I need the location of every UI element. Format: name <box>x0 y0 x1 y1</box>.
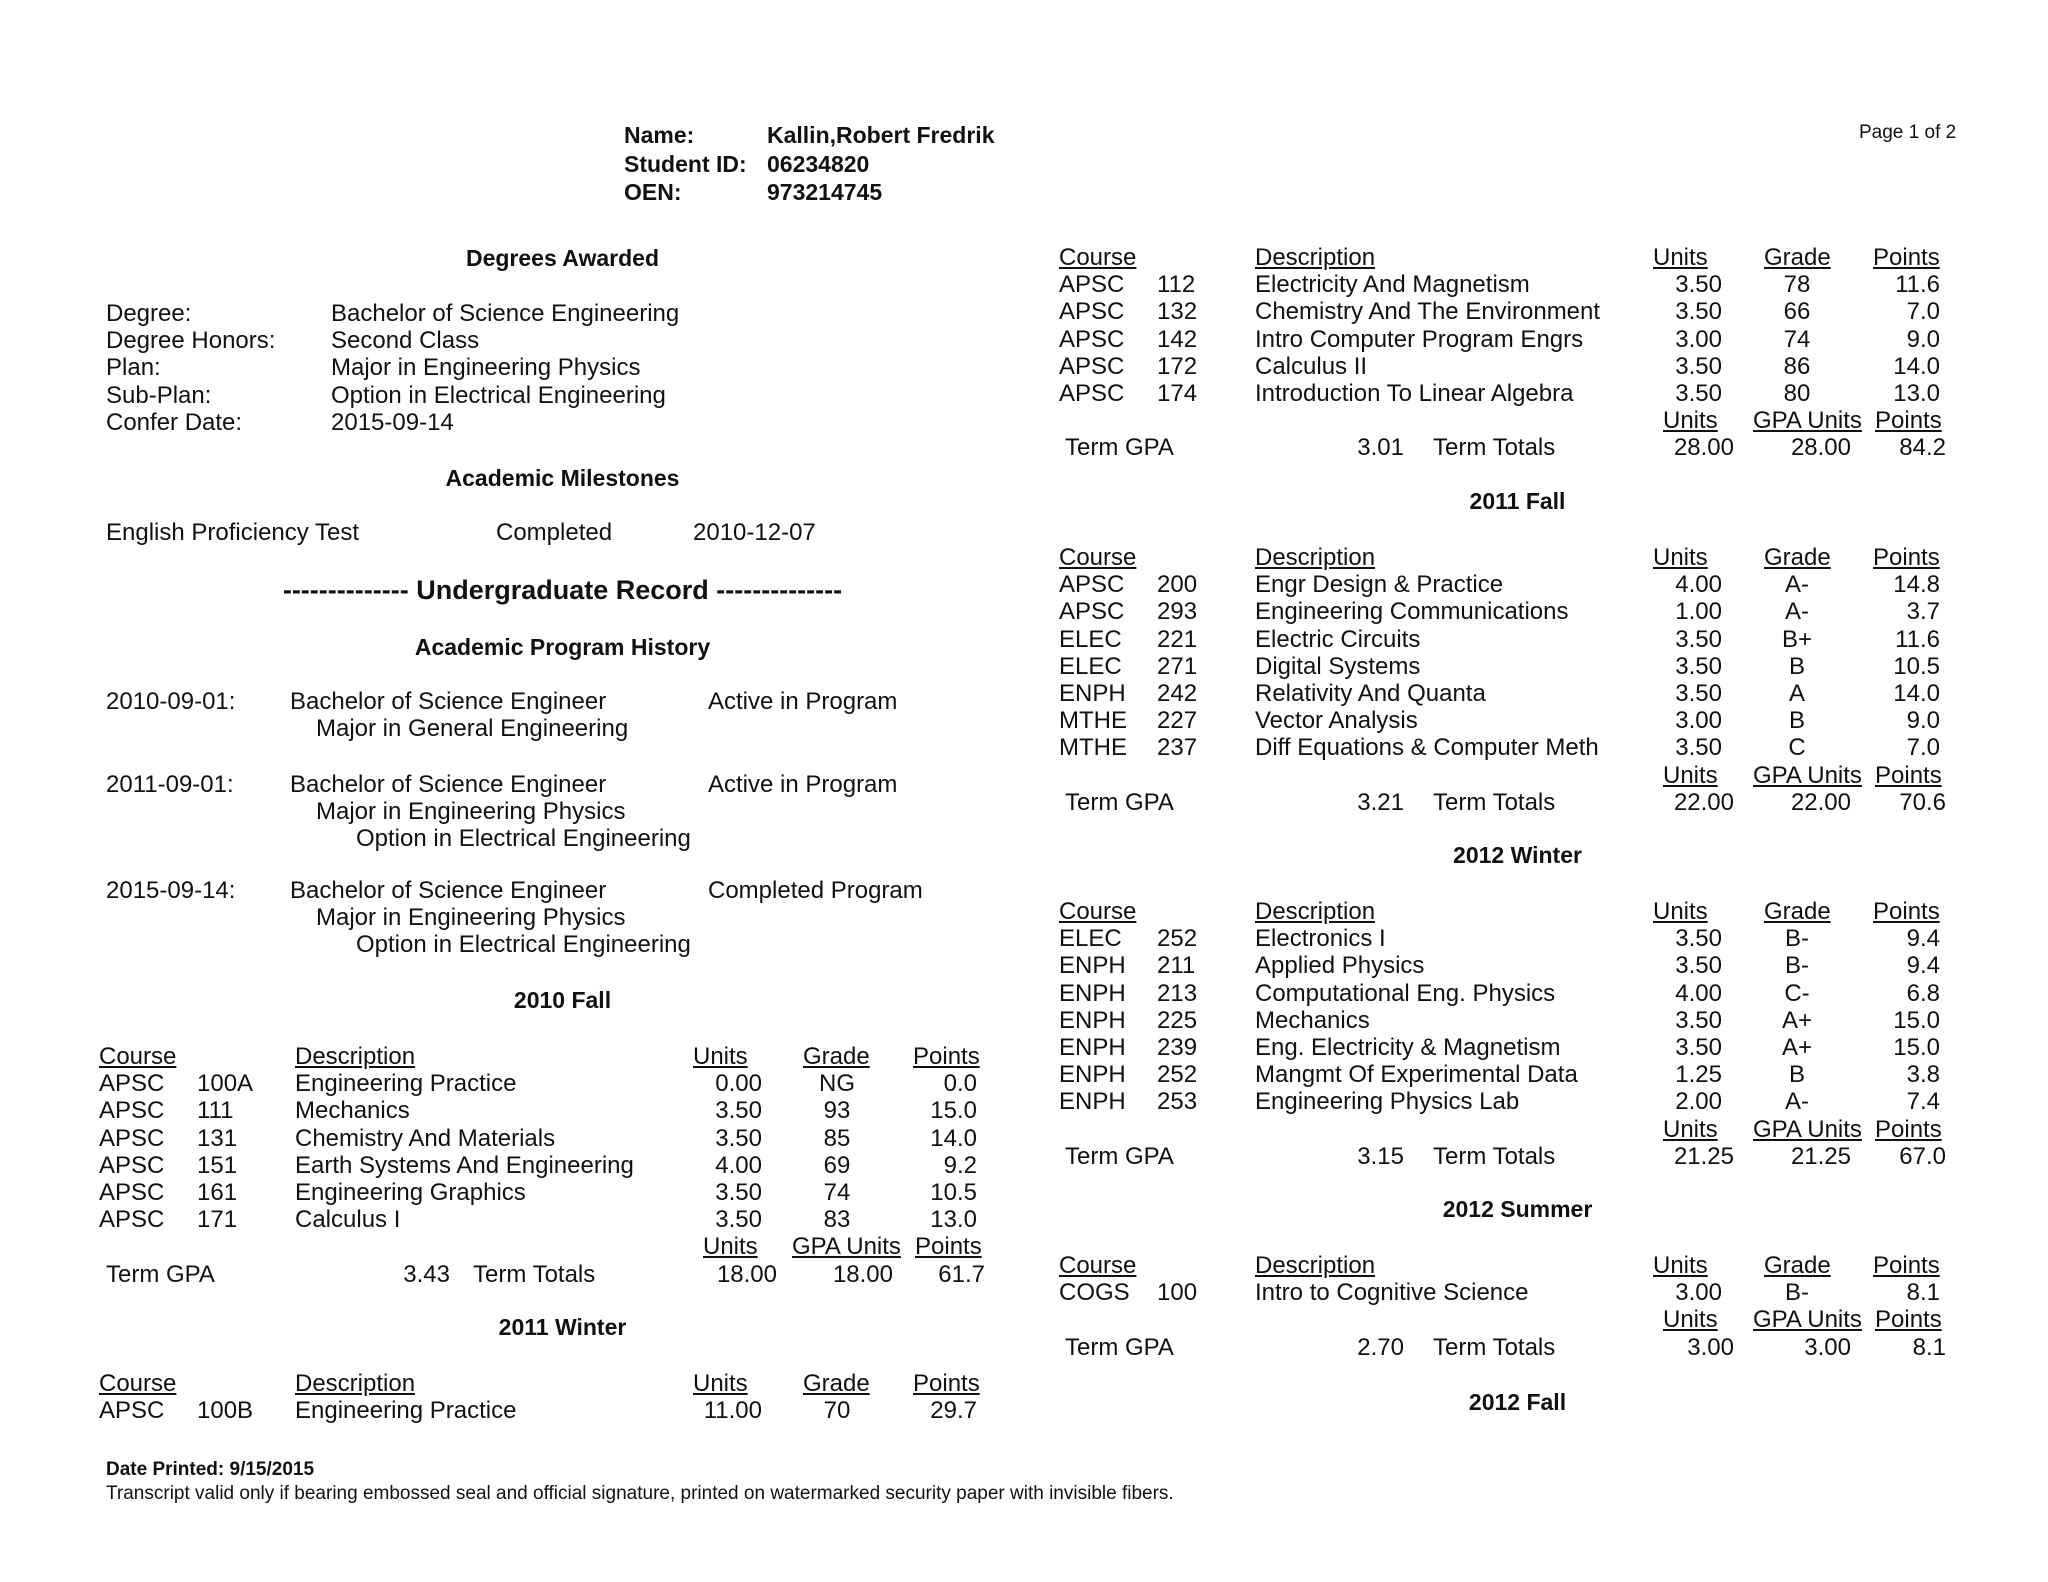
course-number: 252 <box>1157 925 1198 953</box>
course-points: 3.7 <box>1906 598 1940 626</box>
course-units: 4.00 <box>1675 571 1722 599</box>
course-units: 1.25 <box>1675 1061 1722 1089</box>
history-date: 2010-09-01: <box>106 688 236 715</box>
term-total-gpa-units: 22.00 <box>1790 788 1851 816</box>
course-description: Calculus II <box>1255 352 1368 380</box>
term-total-points: 8.1 <box>1912 1333 1946 1361</box>
term-gpa-label: Term GPA <box>1065 788 1174 816</box>
student-id-label: Student ID: <box>624 151 747 177</box>
totals-gpa-units-header: GPA Units <box>1753 761 1862 789</box>
term-gpa-label: Term GPA <box>1065 1142 1174 1170</box>
term-total-gpa-units: 3.00 <box>1804 1333 1851 1361</box>
totals-points-header: Points <box>1875 1306 1942 1334</box>
course-units: 3.50 <box>1675 1034 1722 1061</box>
course-grade: B <box>1788 652 1805 680</box>
course-grade: A- <box>1785 598 1809 626</box>
course-units: 3.50 <box>1675 925 1722 953</box>
course-subject: ENPH <box>1059 1088 1126 1116</box>
course-subject: APSC <box>99 1179 165 1206</box>
course-column-header: Course <box>99 1043 177 1070</box>
course-column-header: Course <box>1059 544 1137 571</box>
course-units: 3.50 <box>1675 271 1722 299</box>
course-points: 11.6 <box>1895 271 1940 299</box>
course-grade: 78 <box>1783 271 1811 299</box>
course-number: 271 <box>1157 652 1198 680</box>
course-units: 3.50 <box>1675 652 1722 680</box>
history-plan: Major in Engineering Physics <box>316 904 626 931</box>
term-gpa-value: 3.01 <box>1357 434 1404 462</box>
course-subject: APSC <box>1059 571 1125 599</box>
term-total-points: 61.7 <box>938 1260 985 1288</box>
course-subject: APSC <box>99 1097 165 1125</box>
course-subject: ELEC <box>1059 625 1122 653</box>
history-program: Bachelor of Science Engineer <box>290 877 607 904</box>
course-subject: COGS <box>1059 1279 1130 1307</box>
course-grade: B- <box>1785 1279 1809 1307</box>
validity-note: Transcript valid only if bearing embossed seal and official signature, printed on watermarked security paper with invisible fibers. <box>106 1483 1174 1504</box>
course-grade: 86 <box>1783 352 1811 380</box>
course-number: 227 <box>1157 707 1198 735</box>
course-units: 3.50 <box>715 1097 762 1125</box>
term-total-units: 18.00 <box>716 1260 777 1288</box>
course-number: 253 <box>1157 1088 1198 1116</box>
course-subject: ENPH <box>1059 1006 1126 1034</box>
term-total-points: 67.0 <box>1899 1142 1946 1170</box>
course-number: 200 <box>1157 571 1198 599</box>
degree-field-value: Bachelor of Science Engineering <box>331 300 680 327</box>
course-points: 10.5 <box>930 1179 977 1206</box>
course-subject: APSC <box>1059 271 1125 299</box>
course-grade: B- <box>1785 952 1809 980</box>
description-column-header: Description <box>295 1370 416 1397</box>
course-points: 14.8 <box>1893 571 1940 599</box>
course-number: 237 <box>1157 734 1198 762</box>
history-status: Active in Program <box>708 771 898 798</box>
term-totals-label: Term Totals <box>1433 788 1556 816</box>
term-total-units: 3.00 <box>1687 1333 1734 1361</box>
term-gpa-value: 3.21 <box>1357 788 1404 816</box>
term-totals-label: Term Totals <box>1433 434 1556 462</box>
course-points: 15.0 <box>1893 1034 1940 1061</box>
page-number: Page 1 of 2 <box>1859 122 1957 143</box>
course-units: 3.50 <box>1675 680 1722 707</box>
course-subject: APSC <box>99 1124 165 1152</box>
course-units: 3.50 <box>1675 352 1722 380</box>
course-subject: APSC <box>99 1070 165 1098</box>
term-total-gpa-units: 21.25 <box>1790 1142 1851 1170</box>
course-number: 111 <box>197 1097 234 1125</box>
course-grade: 93 <box>823 1097 851 1125</box>
course-number: 100 <box>1157 1279 1198 1307</box>
points-column-header: Points <box>1873 898 1940 925</box>
course-subject: ELEC <box>1059 652 1122 680</box>
milestone-status: Completed <box>496 519 613 546</box>
course-number: 100B <box>197 1397 254 1425</box>
course-description: Electric Circuits <box>1255 625 1421 653</box>
course-grade: A+ <box>1781 1006 1813 1034</box>
degree-field-label: Degree: <box>106 300 192 327</box>
term-total-gpa-units: 28.00 <box>1790 434 1851 462</box>
totals-units-header: Units <box>703 1233 758 1261</box>
grade-column-header: Grade <box>1764 1252 1831 1279</box>
degree-field-value: 2015-09-14 <box>331 408 454 436</box>
course-description: Calculus I <box>295 1206 401 1234</box>
course-subject: APSC <box>99 1206 165 1234</box>
course-units: 3.50 <box>715 1124 762 1152</box>
course-column-header: Course <box>1059 244 1137 271</box>
name-label: Name: <box>624 122 695 148</box>
course-description: Engineering Practice <box>295 1070 517 1098</box>
degree-field-value: Option in Electrical Engineering <box>331 381 666 409</box>
course-grade: B- <box>1785 925 1809 953</box>
course-points: 14.0 <box>1893 352 1940 380</box>
totals-units-header: Units <box>1663 1115 1718 1143</box>
course-number: 131 <box>197 1124 238 1152</box>
points-column-header: Points <box>1873 1252 1940 1279</box>
history-status: Completed Program <box>708 877 923 904</box>
academic-program-history-title: Academic Program History <box>414 634 711 660</box>
course-units: 0.00 <box>715 1070 762 1098</box>
course-points: 9.0 <box>1906 325 1940 353</box>
course-description: Electronics I <box>1255 925 1386 953</box>
course-units: 3.50 <box>1675 625 1722 653</box>
course-description: Intro Computer Program Engrs <box>1255 325 1584 353</box>
course-units: 3.00 <box>1675 325 1722 353</box>
course-subject: APSC <box>99 1397 165 1425</box>
course-subject: APSC <box>1059 352 1125 380</box>
course-grade: 74 <box>1783 325 1811 353</box>
course-number: 151 <box>197 1151 238 1179</box>
course-number: 100A <box>197 1070 254 1098</box>
description-column-header: Description <box>1255 544 1376 571</box>
degree-field-label: Degree Honors: <box>106 327 276 355</box>
course-points: 7.0 <box>1906 734 1940 762</box>
course-units: 3.50 <box>1675 380 1722 407</box>
course-points: 9.0 <box>1906 707 1940 735</box>
grade-column-header: Grade <box>1764 544 1831 571</box>
course-grade: 70 <box>823 1397 851 1425</box>
course-points: 8.1 <box>1906 1279 1940 1307</box>
term-gpa-value: 2.70 <box>1357 1333 1404 1361</box>
description-column-header: Description <box>1255 244 1376 271</box>
description-column-header: Description <box>1255 898 1376 925</box>
course-units: 4.00 <box>715 1151 762 1179</box>
course-number: 174 <box>1157 380 1198 407</box>
course-number: 211 <box>1157 952 1196 980</box>
course-number: 239 <box>1157 1034 1198 1061</box>
course-subject: MTHE <box>1059 734 1127 762</box>
course-column-header: Course <box>1059 898 1137 925</box>
course-number: 293 <box>1157 598 1198 626</box>
term-total-units: 28.00 <box>1673 434 1734 462</box>
course-description: Chemistry And Materials <box>295 1124 556 1152</box>
course-number: 252 <box>1157 1061 1198 1089</box>
totals-gpa-units-header: GPA Units <box>1753 1115 1862 1143</box>
term-totals-label: Term Totals <box>473 1260 596 1288</box>
history-plan: Major in Engineering Physics <box>316 798 626 825</box>
course-description: Diff Equations & Computer Meth <box>1255 734 1599 762</box>
course-subject: ENPH <box>1059 979 1126 1007</box>
course-subject: ENPH <box>1059 952 1126 980</box>
course-points: 11.6 <box>1895 625 1940 653</box>
points-column-header: Points <box>913 1043 980 1070</box>
course-units: 3.50 <box>1675 1006 1722 1034</box>
course-description: Relativity And Quanta <box>1255 680 1486 707</box>
course-description: Intro to Cognitive Science <box>1255 1279 1529 1307</box>
course-grade: 83 <box>823 1206 851 1234</box>
description-column-header: Description <box>1255 1252 1376 1279</box>
course-grade: C <box>1788 734 1806 762</box>
course-grade: C- <box>1784 979 1810 1007</box>
term-total-points: 84.2 <box>1899 434 1946 462</box>
totals-gpa-units-header: GPA Units <box>1753 1306 1862 1334</box>
course-description: Applied Physics <box>1255 952 1425 980</box>
points-column-header: Points <box>1873 244 1940 271</box>
course-grade: A <box>1788 680 1805 707</box>
term-title: 2010 Fall <box>513 987 612 1013</box>
course-units: 1.00 <box>1675 598 1722 626</box>
totals-points-header: Points <box>1875 1115 1942 1143</box>
history-plan: Major in General Engineering <box>316 715 629 742</box>
totals-units-header: Units <box>1663 761 1718 789</box>
grade-column-header: Grade <box>1764 898 1831 925</box>
term-title: 2012 Summer <box>1442 1196 1593 1222</box>
history-program: Bachelor of Science Engineer <box>290 771 607 798</box>
course-points: 29.7 <box>930 1397 977 1425</box>
milestone-name: English Proficiency Test <box>106 519 360 546</box>
course-description: Mangmt Of Experimental Data <box>1255 1061 1578 1089</box>
course-points: 15.0 <box>1893 1006 1940 1034</box>
course-number: 171 <box>197 1206 238 1234</box>
course-description: Chemistry And The Environment <box>1255 298 1601 326</box>
course-grade: A- <box>1785 1088 1809 1116</box>
units-column-header: Units <box>693 1043 748 1070</box>
grade-column-header: Grade <box>803 1043 870 1070</box>
course-grade: A- <box>1785 571 1809 599</box>
history-program: Bachelor of Science Engineer <box>290 688 607 715</box>
term-gpa-label: Term GPA <box>106 1260 215 1288</box>
totals-gpa-units-header: GPA Units <box>1753 407 1862 435</box>
units-column-header: Units <box>1653 544 1708 571</box>
course-column-header: Course <box>1059 1252 1137 1279</box>
course-subject: ENPH <box>1059 680 1126 707</box>
date-printed: Date Printed: 9/15/2015 <box>106 1459 315 1480</box>
course-units: 3.00 <box>1675 1279 1722 1307</box>
term-gpa-label: Term GPA <box>1065 434 1174 462</box>
undergraduate-record-title: -------------- Undergraduate Record -------------- <box>282 575 843 605</box>
totals-points-header: Points <box>1875 407 1942 435</box>
course-points: 7.0 <box>1906 298 1940 326</box>
totals-points-header: Points <box>1875 761 1942 789</box>
term-totals-label: Term Totals <box>1433 1333 1556 1361</box>
student-name: Kallin,Robert Fredrik <box>767 122 995 148</box>
term-gpa-value: 3.43 <box>403 1260 450 1288</box>
term-title: 2012 Fall <box>1468 1389 1567 1415</box>
oen-value: 973214745 <box>767 179 883 205</box>
degree-field-value: Second Class <box>331 327 480 355</box>
term-totals-label: Term Totals <box>1433 1142 1556 1170</box>
course-number: 213 <box>1157 979 1198 1007</box>
grade-column-header: Grade <box>803 1370 870 1397</box>
degree-field-label: Sub-Plan: <box>106 381 212 409</box>
course-units: 11.00 <box>703 1397 762 1425</box>
course-points: 15.0 <box>930 1097 977 1125</box>
term-total-units: 22.00 <box>1673 788 1734 816</box>
course-grade: 69 <box>823 1151 851 1179</box>
course-number: 161 <box>197 1179 238 1206</box>
course-description: Engineering Practice <box>295 1397 517 1425</box>
course-description: Eng. Electricity & Magnetism <box>1255 1034 1561 1061</box>
course-description: Computational Eng. Physics <box>1255 979 1556 1007</box>
course-points: 9.2 <box>943 1151 977 1179</box>
course-number: 221 <box>1157 625 1198 653</box>
points-column-header: Points <box>1873 544 1940 571</box>
term-total-points: 70.6 <box>1899 788 1946 816</box>
term-title: 2011 Winter <box>498 1314 627 1340</box>
course-description: Introduction To Linear Algebra <box>1255 380 1574 407</box>
course-grade: NG <box>819 1070 855 1098</box>
course-units: 4.00 <box>1675 979 1722 1007</box>
course-number: 242 <box>1157 680 1198 707</box>
course-description: Digital Systems <box>1255 652 1421 680</box>
course-units: 3.50 <box>1675 298 1722 326</box>
totals-units-header: Units <box>1663 407 1718 435</box>
course-units: 3.50 <box>715 1179 762 1206</box>
history-date: 2011-09-01: <box>106 771 234 798</box>
term-title: 2011 Fall <box>1469 488 1566 514</box>
course-description: Engineering Physics Lab <box>1255 1088 1520 1116</box>
course-units: 2.00 <box>1675 1088 1722 1116</box>
degree-field-label: Confer Date: <box>106 408 243 436</box>
history-status: Active in Program <box>708 688 898 715</box>
course-grade: B+ <box>1781 625 1813 653</box>
course-subject: APSC <box>1059 380 1125 407</box>
course-subject: MTHE <box>1059 707 1127 735</box>
history-date: 2015-09-14: <box>106 877 236 904</box>
academic-milestones-title: Academic Milestones <box>445 465 680 491</box>
course-number: 172 <box>1157 352 1198 380</box>
grade-column-header: Grade <box>1764 244 1831 271</box>
course-number: 132 <box>1157 298 1198 326</box>
student-id: 06234820 <box>767 151 870 177</box>
degree-field-label: Plan: <box>106 354 161 382</box>
course-description: Engineering Communications <box>1255 598 1569 626</box>
totals-gpa-units-header: GPA Units <box>792 1233 901 1261</box>
course-description: Mechanics <box>1255 1006 1370 1034</box>
course-grade: 85 <box>823 1124 851 1152</box>
course-units: 3.50 <box>715 1206 762 1234</box>
course-points: 13.0 <box>930 1206 977 1234</box>
course-grade: A+ <box>1781 1034 1813 1061</box>
term-gpa-value: 3.15 <box>1357 1142 1404 1170</box>
milestone-date: 2010-12-07 <box>693 519 816 546</box>
course-number: 142 <box>1157 325 1198 353</box>
course-description: Engineering Graphics <box>295 1179 526 1206</box>
course-grade: 74 <box>823 1179 851 1206</box>
course-units: 3.00 <box>1675 707 1722 735</box>
term-total-gpa-units: 18.00 <box>832 1260 893 1288</box>
course-units: 3.50 <box>1675 952 1722 980</box>
totals-points-header: Points <box>915 1233 982 1261</box>
course-description: Electricity And Magnetism <box>1255 271 1530 299</box>
course-number: 112 <box>1157 271 1196 299</box>
degree-field-value: Major in Engineering Physics <box>331 354 641 382</box>
course-grade: B <box>1788 1061 1805 1089</box>
course-subject: ELEC <box>1059 925 1122 953</box>
course-units: 3.50 <box>1675 734 1722 762</box>
course-description: Engr Design & Practice <box>1255 571 1504 599</box>
course-points: 3.8 <box>1906 1061 1940 1089</box>
course-number: 225 <box>1157 1006 1198 1034</box>
degrees-awarded-title: Degrees Awarded <box>465 245 660 271</box>
units-column-header: Units <box>693 1370 748 1397</box>
course-points: 9.4 <box>1906 925 1940 953</box>
course-grade: B <box>1788 707 1805 735</box>
term-gpa-label: Term GPA <box>1065 1333 1174 1361</box>
course-points: 13.0 <box>1893 380 1940 407</box>
course-grade: 66 <box>1783 298 1811 326</box>
term-total-units: 21.25 <box>1673 1142 1734 1170</box>
description-column-header: Description <box>295 1043 416 1070</box>
totals-units-header: Units <box>1663 1306 1718 1334</box>
history-subplan: Option in Electrical Engineering <box>356 825 691 852</box>
oen-label: OEN: <box>624 179 682 205</box>
course-subject: ENPH <box>1059 1061 1126 1089</box>
course-points: 0.0 <box>943 1070 977 1098</box>
term-title: 2012 Winter <box>1453 842 1582 868</box>
course-description: Mechanics <box>295 1097 410 1125</box>
course-points: 6.8 <box>1906 979 1940 1007</box>
units-column-header: Units <box>1653 1252 1708 1279</box>
course-grade: 80 <box>1783 380 1811 407</box>
points-column-header: Points <box>913 1370 980 1397</box>
units-column-header: Units <box>1653 898 1708 925</box>
course-points: 14.0 <box>1893 680 1940 707</box>
course-subject: APSC <box>99 1151 165 1179</box>
course-points: 7.4 <box>1906 1088 1940 1116</box>
course-subject: APSC <box>1059 598 1125 626</box>
course-description: Earth Systems And Engineering <box>295 1151 634 1179</box>
course-points: 10.5 <box>1893 652 1940 680</box>
units-column-header: Units <box>1653 244 1708 271</box>
course-subject: ENPH <box>1059 1034 1126 1061</box>
course-subject: APSC <box>1059 325 1125 353</box>
history-subplan: Option in Electrical Engineering <box>356 931 691 958</box>
course-description: Vector Analysis <box>1255 707 1418 735</box>
course-points: 14.0 <box>930 1124 977 1152</box>
course-points: 9.4 <box>1906 952 1940 980</box>
course-column-header: Course <box>99 1370 177 1397</box>
course-subject: APSC <box>1059 298 1125 326</box>
